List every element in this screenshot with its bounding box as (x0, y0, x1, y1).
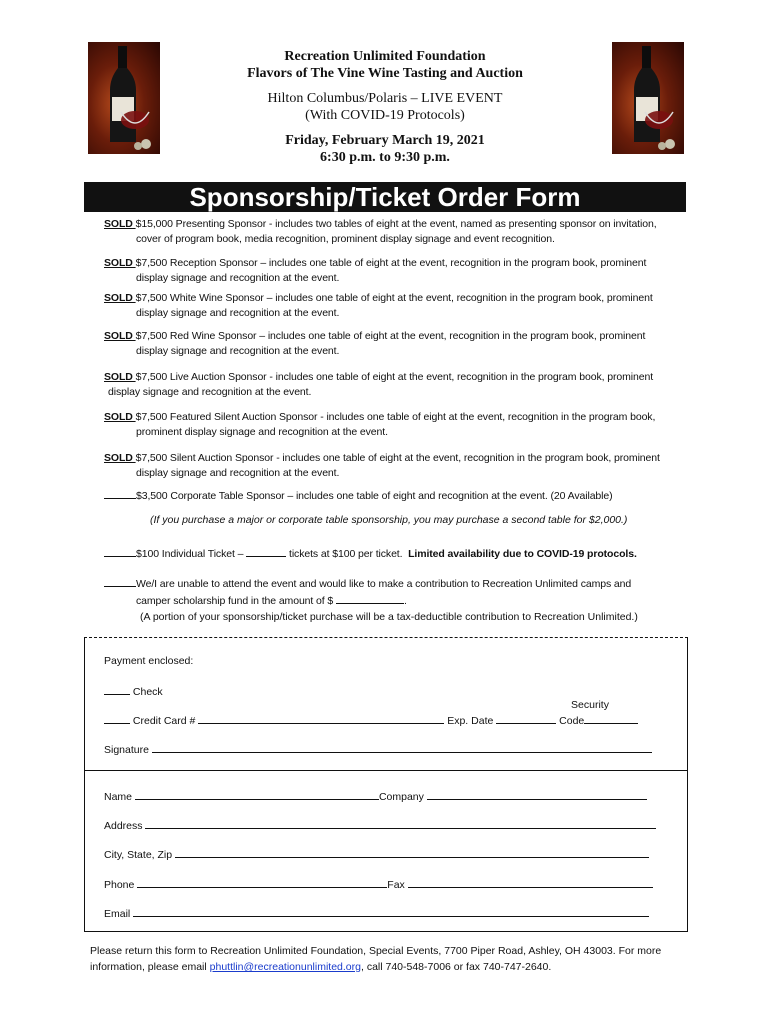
footer-pre: information, please email (90, 961, 210, 973)
sold-mark: SOLD (104, 411, 136, 423)
sponsor-text: $7,500 Silent Auction Sponsor - includes one table of eight at the event, recognition in the program book, prominent (135, 452, 660, 464)
footer-post: , call 740-548-7006 or fax 740-747-2640. (360, 961, 552, 973)
name-row[interactable] (104, 788, 647, 804)
address-field[interactable] (145, 817, 656, 829)
contribution-item[interactable] (104, 575, 674, 609)
sponsor-item[interactable] (104, 329, 674, 359)
name-field[interactable] (135, 788, 379, 800)
wine-bottle-logo-left (88, 42, 160, 154)
csz-field[interactable] (175, 846, 649, 858)
sponsor-text-cont: display signage and recognition at the event. (136, 345, 340, 357)
venue: Hilton Columbus/Polaris – LIVE EVENT (267, 91, 503, 106)
security-code-field[interactable] (584, 712, 638, 724)
form-title: Sponsorship/Ticket Order Form (84, 182, 686, 212)
credit-label: Credit Card # (132, 715, 196, 727)
email-label: Email (104, 908, 131, 920)
security-label-top: Security (571, 699, 609, 711)
sold-mark: SOLD (104, 292, 136, 304)
individual-blank[interactable] (104, 545, 136, 557)
event-name: Flavors of The Vine Wine Tasting and Auction (247, 66, 523, 81)
corporate-text: $3,500 Corporate Table Sponsor – includes one table of eight and recognition at the event. (20 Available) (136, 490, 613, 502)
contribution-text: We/I are unable to attend the event and would like to make a contribution to Recreation Unlimited camps and (136, 578, 632, 590)
org-name: Recreation Unlimited Foundation (284, 49, 486, 64)
signature-field[interactable] (152, 741, 652, 753)
payment-heading: Payment enclosed: (104, 655, 194, 667)
sponsor-text-cont: display signage and recognition at the event. (136, 307, 340, 319)
event-header (160, 48, 610, 166)
card-number-field[interactable] (198, 712, 444, 724)
event-time: 6:30 p.m. to 9:30 p.m. (320, 150, 450, 165)
csz-label: City, State, Zip (104, 849, 173, 861)
ticket-count-blank[interactable] (246, 545, 286, 557)
contribution-blank[interactable] (104, 575, 136, 587)
fax-label: Fax (387, 879, 405, 891)
individual-ticket-item[interactable] (104, 545, 674, 562)
sponsor-item[interactable] (104, 291, 674, 321)
sold-mark: SOLD (104, 330, 136, 342)
email-field[interactable] (133, 905, 649, 917)
credit-blank[interactable] (104, 712, 130, 724)
address-label: Address (104, 820, 143, 832)
signature-row[interactable] (104, 741, 652, 757)
company-label: Company (378, 791, 424, 803)
event-date: Friday, February March 19, 2021 (285, 133, 485, 148)
phone-fax-row[interactable] (104, 876, 653, 892)
sponsor-text: $7,500 Live Auction Sponsor - includes one table of eight at the event, recognition in the program book, prominent (135, 371, 654, 383)
fax-field[interactable] (408, 876, 653, 888)
code-label: Code (559, 715, 585, 727)
covid-limit-note: Limited availability due to COVID-19 protocols. (408, 548, 637, 560)
city-state-zip-row[interactable] (104, 846, 649, 862)
second-table-note: (If you purchase a major or corporate table sponsorship, you may purchase a second table for $2,000.) (150, 514, 628, 526)
return-instructions (90, 943, 680, 975)
signature-label: Signature (104, 744, 149, 756)
check-label: Check (132, 686, 163, 698)
sponsor-text-cont: cover of program book, media recognition, prominent display signage and event recognition. (136, 233, 555, 245)
sponsor-text-cont: display signage and recognition at the event. (136, 467, 340, 479)
credit-card-row[interactable] (104, 712, 638, 728)
sponsor-text-cont: display signage and recognition at the event. (108, 386, 312, 398)
sponsor-item[interactable] (104, 370, 674, 400)
protocol: (With COVID-19 Protocols) (305, 108, 465, 123)
individual-suffix: tickets at $100 per ticket. (289, 548, 403, 560)
contribution-period: . (404, 595, 407, 607)
phone-field[interactable] (137, 876, 387, 888)
sponsor-text: $7,500 Red Wine Sponsor – includes one table of eight at the event, recognition in the program book, prominent (135, 330, 646, 342)
sponsor-text: $7,500 Reception Sponsor – includes one table of eight at the event, recognition in the program book, prominent (135, 257, 647, 269)
wine-bottle-logo-right (612, 42, 684, 154)
sponsor-text-cont: display signage and recognition at the event. (136, 272, 340, 284)
sponsor-item[interactable] (104, 256, 674, 286)
sold-mark: SOLD (104, 218, 136, 230)
sponsor-text: $7,500 Featured Silent Auction Sponsor - includes one table of eight at the event, recognition in the program book, (135, 411, 656, 423)
sold-mark: SOLD (104, 371, 136, 383)
email-row[interactable] (104, 905, 649, 921)
sold-mark: SOLD (104, 452, 136, 464)
sponsor-item[interactable] (104, 410, 674, 440)
individual-prefix: $100 Individual Ticket – (136, 548, 244, 560)
sponsor-text: $7,500 White Wine Sponsor – includes one table of eight at the event, recognition in the program book, prominent (135, 292, 653, 304)
sponsor-item[interactable] (104, 451, 674, 481)
exp-label: Exp. Date (447, 715, 494, 727)
check-option[interactable] (104, 683, 163, 699)
sponsor-text: $15,000 Presenting Sponsor - includes two tables of eight at the event, named as presenting sponsor on invitation, (135, 218, 657, 230)
wine-bottle-icon (88, 42, 160, 154)
name-label: Name (104, 791, 133, 803)
sponsor-text-cont: prominent display signage and recognition at the event. (136, 426, 388, 438)
contribution-amount-field[interactable] (336, 592, 404, 604)
phone-label: Phone (104, 879, 135, 891)
corporate-table-item[interactable] (104, 487, 674, 504)
company-field[interactable] (427, 788, 647, 800)
sponsor-item[interactable] (104, 217, 674, 247)
sold-mark: SOLD (104, 257, 136, 269)
check-blank[interactable] (104, 683, 130, 695)
wine-bottle-icon (612, 42, 684, 154)
exp-date-field[interactable] (496, 712, 556, 724)
corporate-blank[interactable] (104, 487, 136, 499)
footer-line1: Please return this form to Recreation Unlimited Foundation, Special Events, 7700 Piper Road, Ashley, OH 43003. For more (90, 945, 662, 957)
address-row[interactable] (104, 817, 656, 833)
contact-email-link[interactable]: phuttlin@recreationunlimited.org (209, 961, 361, 973)
tax-note: (A portion of your sponsorship/ticket purchase will be a tax-deductible contribution to Recreation Unlimited.) (140, 611, 638, 623)
contribution-amount-label: camper scholarship fund in the amount of $ (136, 595, 334, 607)
